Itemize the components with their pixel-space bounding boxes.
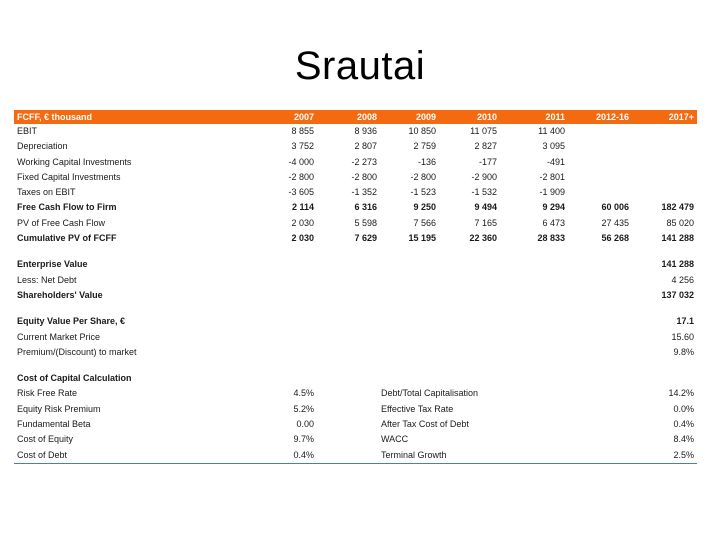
table-row (14, 216, 697, 231)
table-row (14, 402, 697, 417)
row-value: 2 759 (413, 141, 436, 152)
cost-right-value: 0.4% (673, 419, 694, 430)
table-row (14, 288, 697, 303)
row-label: Depreciation (17, 141, 68, 152)
header-year: 2008 (356, 112, 377, 122)
spacer (14, 303, 697, 314)
row-label: PV of Free Cash Flow (17, 217, 106, 228)
row-value: 28 833 (537, 233, 565, 244)
cost-right-label: WACC (381, 434, 409, 445)
row-value: -491 (546, 156, 565, 167)
cost-left-label: Equity Risk Premium (17, 403, 101, 414)
row-value: 141 288 (661, 233, 694, 244)
cost-left-value: 0.00 (296, 419, 314, 430)
row-value: 9 494 (474, 202, 497, 213)
row-value: -2 800 (288, 171, 314, 182)
row-value: 56 268 (601, 233, 629, 244)
table-row (14, 170, 697, 185)
header-year: 2007 (293, 112, 314, 122)
table-row (14, 448, 697, 464)
table-row (14, 257, 697, 272)
header-year: 2009 (415, 112, 436, 122)
table-row (14, 330, 697, 345)
row-value: -177 (478, 156, 497, 167)
cost-left-value: 0.4% (293, 449, 314, 460)
row-value: 6 473 (542, 217, 565, 228)
row-value: -1 909 (539, 187, 565, 198)
cost-left-label: Fundamental Beta (17, 419, 91, 430)
row-value: 17.1 (676, 316, 694, 327)
row-label: Current Market Price (17, 331, 101, 342)
row-label: Cumulative PV of FCFF (17, 233, 117, 244)
row-value: -136 (417, 156, 436, 167)
enterprise-body (14, 257, 697, 303)
table-row (14, 124, 697, 139)
table-row (14, 155, 697, 170)
row-value: -1 352 (351, 187, 377, 198)
row-label: Shareholders' Value (17, 289, 103, 300)
row-value: 2 030 (291, 233, 314, 244)
slide-title: Srautai (294, 44, 426, 88)
row-value: 2 807 (354, 141, 377, 152)
cost-section-title-row (14, 371, 697, 386)
cost-body (14, 386, 697, 463)
cost-left-label: Cost of Debt (17, 449, 68, 460)
table-row (14, 185, 697, 200)
row-value: 9 250 (413, 202, 436, 213)
row-value: 137 032 (661, 289, 694, 300)
row-value: 7 566 (413, 217, 436, 228)
row-value: 27 435 (601, 217, 629, 228)
row-value: -2 900 (471, 171, 497, 182)
header-year: 2012-16 (595, 112, 629, 122)
table-header-row (14, 110, 697, 124)
header-label: FCFF, € thousand (17, 112, 92, 122)
row-value: 60 006 (601, 202, 629, 213)
header-year: 2011 (545, 112, 565, 122)
row-label: Premium/(Discount) to market (17, 346, 137, 357)
row-value: 22 360 (469, 233, 497, 244)
row-label: Fixed Capital Investments (17, 171, 121, 182)
table-row (14, 417, 697, 432)
row-label: Taxes on EBIT (17, 187, 76, 198)
row-value: 85 020 (666, 217, 694, 228)
cost-left-value: 5.2% (293, 403, 314, 414)
row-value: 5 598 (354, 217, 377, 228)
row-value: -2 273 (351, 156, 377, 167)
row-value: 3 752 (291, 141, 314, 152)
row-value: 6 316 (354, 202, 377, 213)
cost-right-label: Effective Tax Rate (381, 403, 454, 414)
row-label: Less: Net Debt (17, 274, 77, 285)
row-value: -1 532 (471, 187, 497, 198)
table-row (14, 432, 697, 447)
row-value: -2 800 (351, 171, 377, 182)
cost-left-value: 9.7% (293, 434, 314, 445)
row-value: 10 850 (408, 126, 436, 136)
row-value: -2 800 (410, 171, 436, 182)
table-row (14, 314, 697, 329)
cost-right-label: Terminal Growth (381, 449, 447, 460)
table-row (14, 139, 697, 154)
row-value: 141 288 (661, 259, 694, 270)
cost-right-label: Debt/Total Capitalisation (381, 388, 479, 399)
row-value: 8 936 (354, 126, 377, 136)
row-value: 4 256 (671, 274, 694, 285)
row-value: -4 000 (288, 156, 314, 167)
cost-right-label: After Tax Cost of Debt (381, 419, 469, 430)
spacer (14, 360, 697, 371)
cost-right-value: 2.5% (673, 449, 694, 460)
row-value: 7 165 (474, 217, 497, 228)
row-label: Free Cash Flow to Firm (17, 202, 117, 213)
table-row (14, 200, 697, 215)
cost-left-label: Risk Free Rate (17, 388, 78, 399)
header-year: 2010 (476, 112, 497, 122)
row-value: -2 801 (539, 171, 565, 182)
row-value: -3 605 (288, 187, 314, 198)
row-value: 15 195 (408, 233, 436, 244)
cost-section-title: Cost of Capital Calculation (17, 373, 132, 384)
equity-body (14, 314, 697, 360)
table-row (14, 231, 697, 246)
fcff-body (14, 124, 697, 246)
row-value: 11 075 (470, 126, 497, 136)
table-row (14, 386, 697, 401)
row-value: 2 114 (291, 202, 314, 213)
table-row (14, 273, 697, 288)
row-label: Enterprise Value (17, 259, 88, 270)
cost-right-value: 0.0% (673, 403, 694, 414)
row-value: 3 095 (542, 141, 565, 152)
row-label: EBIT (17, 126, 38, 136)
spacer (14, 246, 697, 257)
header-year: 2017+ (668, 112, 694, 122)
row-value: 7 629 (354, 233, 377, 244)
row-value: 11 400 (538, 126, 565, 136)
cost-right-value: 14.2% (668, 388, 694, 399)
row-value: -1 523 (410, 187, 436, 198)
row-value: 2 827 (474, 141, 497, 152)
row-label: Working Capital Investments (17, 156, 132, 167)
row-value: 15.60 (671, 331, 694, 342)
cost-right-value: 8.4% (673, 434, 694, 445)
cost-left-label: Cost of Equity (17, 434, 74, 445)
cost-left-value: 4.5% (293, 388, 314, 399)
row-value: 9.8% (673, 346, 694, 357)
row-value: 8 855 (291, 126, 314, 136)
row-value: 2 030 (291, 217, 314, 228)
fcff-table (14, 110, 697, 464)
table-row (14, 345, 697, 360)
row-value: 182 479 (661, 202, 694, 213)
row-value: 9 294 (542, 202, 565, 213)
row-label: Equity Value Per Share, € (17, 316, 126, 327)
